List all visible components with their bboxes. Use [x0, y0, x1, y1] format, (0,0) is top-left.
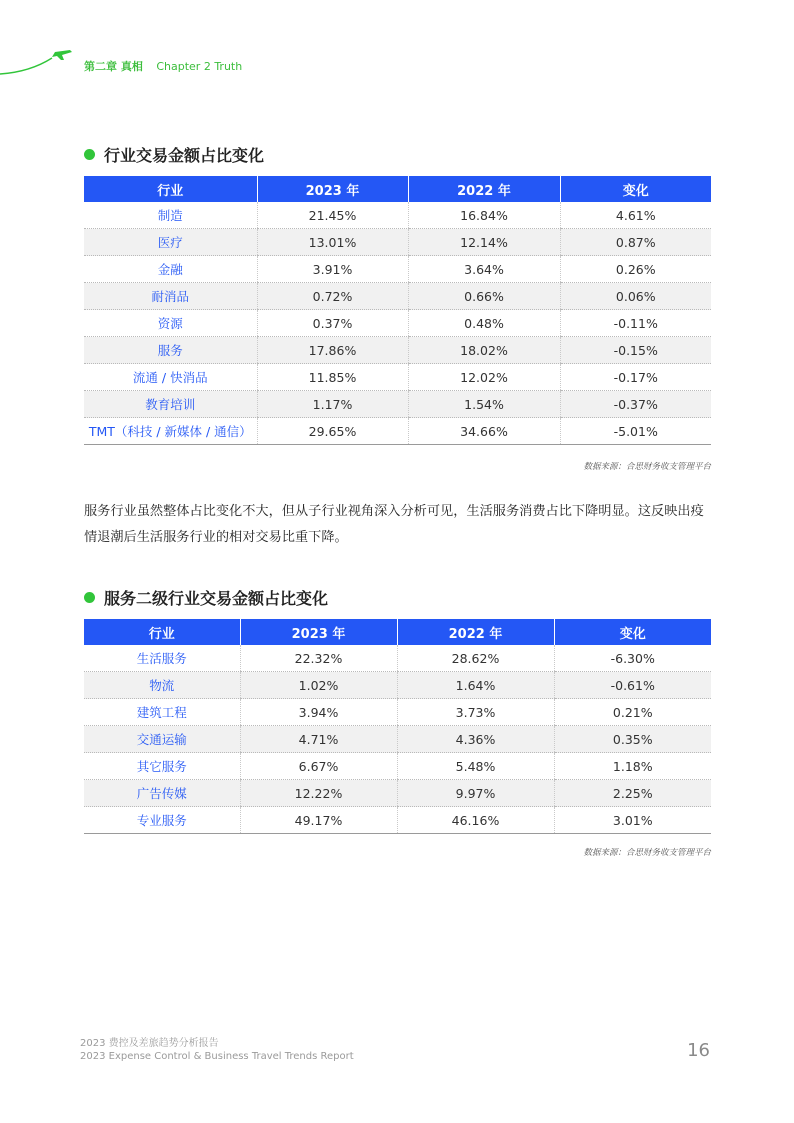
value-2022-cell: 1.64% — [397, 672, 554, 699]
value-2023-cell: 29.65% — [257, 418, 408, 445]
chapter-title-cn: 第二章 真相 — [84, 60, 143, 73]
industry-table — [84, 176, 711, 445]
change-cell: 0.26% — [560, 256, 711, 283]
data-source-note: 数据来源：合思财务收支管理平台 — [583, 462, 711, 472]
column-header-industry: 行业 — [84, 176, 257, 202]
industry-cell: 交通运输 — [84, 726, 240, 753]
column-header-2022: 2022 年 — [397, 619, 554, 645]
table-row — [84, 645, 711, 672]
industry-cell: TMT（科技 / 新媒体 / 通信） — [84, 418, 257, 445]
change-cell: -0.37% — [560, 391, 711, 418]
industry-cell: 制造 — [84, 202, 257, 229]
value-2022-cell: 16.84% — [408, 202, 560, 229]
services-table — [84, 619, 711, 834]
value-2022-cell: 3.73% — [397, 699, 554, 726]
change-cell: 1.18% — [554, 753, 711, 780]
value-2023-cell: 3.91% — [257, 256, 408, 283]
airplane-swoosh-icon — [0, 40, 80, 80]
data-source-note: 数据来源：合思财务收支管理平台 — [583, 848, 711, 858]
value-2022-cell: 46.16% — [397, 807, 554, 834]
section-title-text: 服务二级行业交易金额占比变化 — [104, 589, 329, 608]
industry-cell: 专业服务 — [84, 807, 240, 834]
table-row — [84, 337, 711, 364]
value-2023-cell: 0.72% — [257, 283, 408, 310]
chapter-title-en: Chapter 2 Truth — [156, 60, 243, 73]
change-cell: -0.11% — [560, 310, 711, 337]
section-title-services — [84, 586, 328, 609]
value-2022-cell: 12.14% — [408, 229, 560, 256]
value-2022-cell: 12.02% — [408, 364, 560, 391]
industry-cell: 资源 — [84, 310, 257, 337]
column-header-2023: 2023 年 — [240, 619, 397, 645]
value-2022-cell: 3.64% — [408, 256, 560, 283]
value-2022-cell: 0.66% — [408, 283, 560, 310]
body-paragraph: 服务行业虽然整体占比变化不大，但从子行业视角深入分析可见，生活服务消费占比下降明显。这反映出疫情退潮后生活服务行业的相对交易比重下降。 — [84, 504, 704, 545]
value-2023-cell: 49.17% — [240, 807, 397, 834]
table-header-row — [84, 619, 711, 645]
table-row — [84, 229, 711, 256]
change-cell: 0.35% — [554, 726, 711, 753]
industry-cell: 流通 / 快消品 — [84, 364, 257, 391]
value-2022-cell: 4.36% — [397, 726, 554, 753]
table-header-row — [84, 176, 711, 202]
value-2022-cell: 0.48% — [408, 310, 560, 337]
table-row — [84, 418, 711, 445]
value-2022-cell: 34.66% — [408, 418, 560, 445]
table-row — [84, 283, 711, 310]
column-header-2023: 2023 年 — [257, 176, 408, 202]
value-2022-cell: 1.54% — [408, 391, 560, 418]
value-2023-cell: 22.32% — [240, 645, 397, 672]
industry-cell: 物流 — [84, 672, 240, 699]
value-2023-cell: 3.94% — [240, 699, 397, 726]
table-row — [84, 807, 711, 834]
value-2023-cell: 1.02% — [240, 672, 397, 699]
bullet-dot-icon — [84, 592, 95, 603]
report-title-en: 2023 Expense Control & Business Travel Trends Report — [80, 1051, 354, 1062]
industry-cell: 生活服务 — [84, 645, 240, 672]
value-2023-cell: 6.67% — [240, 753, 397, 780]
report-footer — [80, 1037, 354, 1063]
section-title-text: 行业交易金额占比变化 — [104, 146, 265, 165]
column-header-change: 变化 — [554, 619, 711, 645]
table-row — [84, 364, 711, 391]
value-2023-cell: 17.86% — [257, 337, 408, 364]
value-2022-cell: 18.02% — [408, 337, 560, 364]
value-2023-cell: 12.22% — [240, 780, 397, 807]
page-number: 16 — [687, 1040, 710, 1061]
industry-cell: 建筑工程 — [84, 699, 240, 726]
table-row — [84, 699, 711, 726]
section-title-industry — [84, 143, 264, 166]
industry-cell: 耐消品 — [84, 283, 257, 310]
chapter-heading — [84, 58, 242, 74]
value-2023-cell: 0.37% — [257, 310, 408, 337]
change-cell: 3.01% — [554, 807, 711, 834]
table-row — [84, 391, 711, 418]
table-row — [84, 780, 711, 807]
table-row — [84, 753, 711, 780]
change-cell: -0.15% — [560, 337, 711, 364]
change-cell: -6.30% — [554, 645, 711, 672]
value-2022-cell: 5.48% — [397, 753, 554, 780]
change-cell: 4.61% — [560, 202, 711, 229]
column-header-industry: 行业 — [84, 619, 240, 645]
change-cell: -5.01% — [560, 418, 711, 445]
change-cell: 0.21% — [554, 699, 711, 726]
column-header-2022: 2022 年 — [408, 176, 560, 202]
value-2022-cell: 9.97% — [397, 780, 554, 807]
change-cell: -0.61% — [554, 672, 711, 699]
value-2023-cell: 11.85% — [257, 364, 408, 391]
industry-cell: 金融 — [84, 256, 257, 283]
table-row — [84, 726, 711, 753]
table-row — [84, 310, 711, 337]
value-2023-cell: 4.71% — [240, 726, 397, 753]
change-cell: 2.25% — [554, 780, 711, 807]
value-2023-cell: 13.01% — [257, 229, 408, 256]
table-row — [84, 672, 711, 699]
change-cell: 0.06% — [560, 283, 711, 310]
industry-cell: 教育培训 — [84, 391, 257, 418]
value-2023-cell: 1.17% — [257, 391, 408, 418]
value-2022-cell: 28.62% — [397, 645, 554, 672]
industry-cell: 服务 — [84, 337, 257, 364]
table-row — [84, 256, 711, 283]
bullet-dot-icon — [84, 149, 95, 160]
report-title-cn: 2023 费控及差旅趋势分析报告 — [80, 1038, 219, 1049]
table-row — [84, 202, 711, 229]
industry-cell: 医疗 — [84, 229, 257, 256]
industry-cell: 广告传媒 — [84, 780, 240, 807]
change-cell: -0.17% — [560, 364, 711, 391]
value-2023-cell: 21.45% — [257, 202, 408, 229]
column-header-change: 变化 — [560, 176, 711, 202]
change-cell: 0.87% — [560, 229, 711, 256]
industry-cell: 其它服务 — [84, 753, 240, 780]
